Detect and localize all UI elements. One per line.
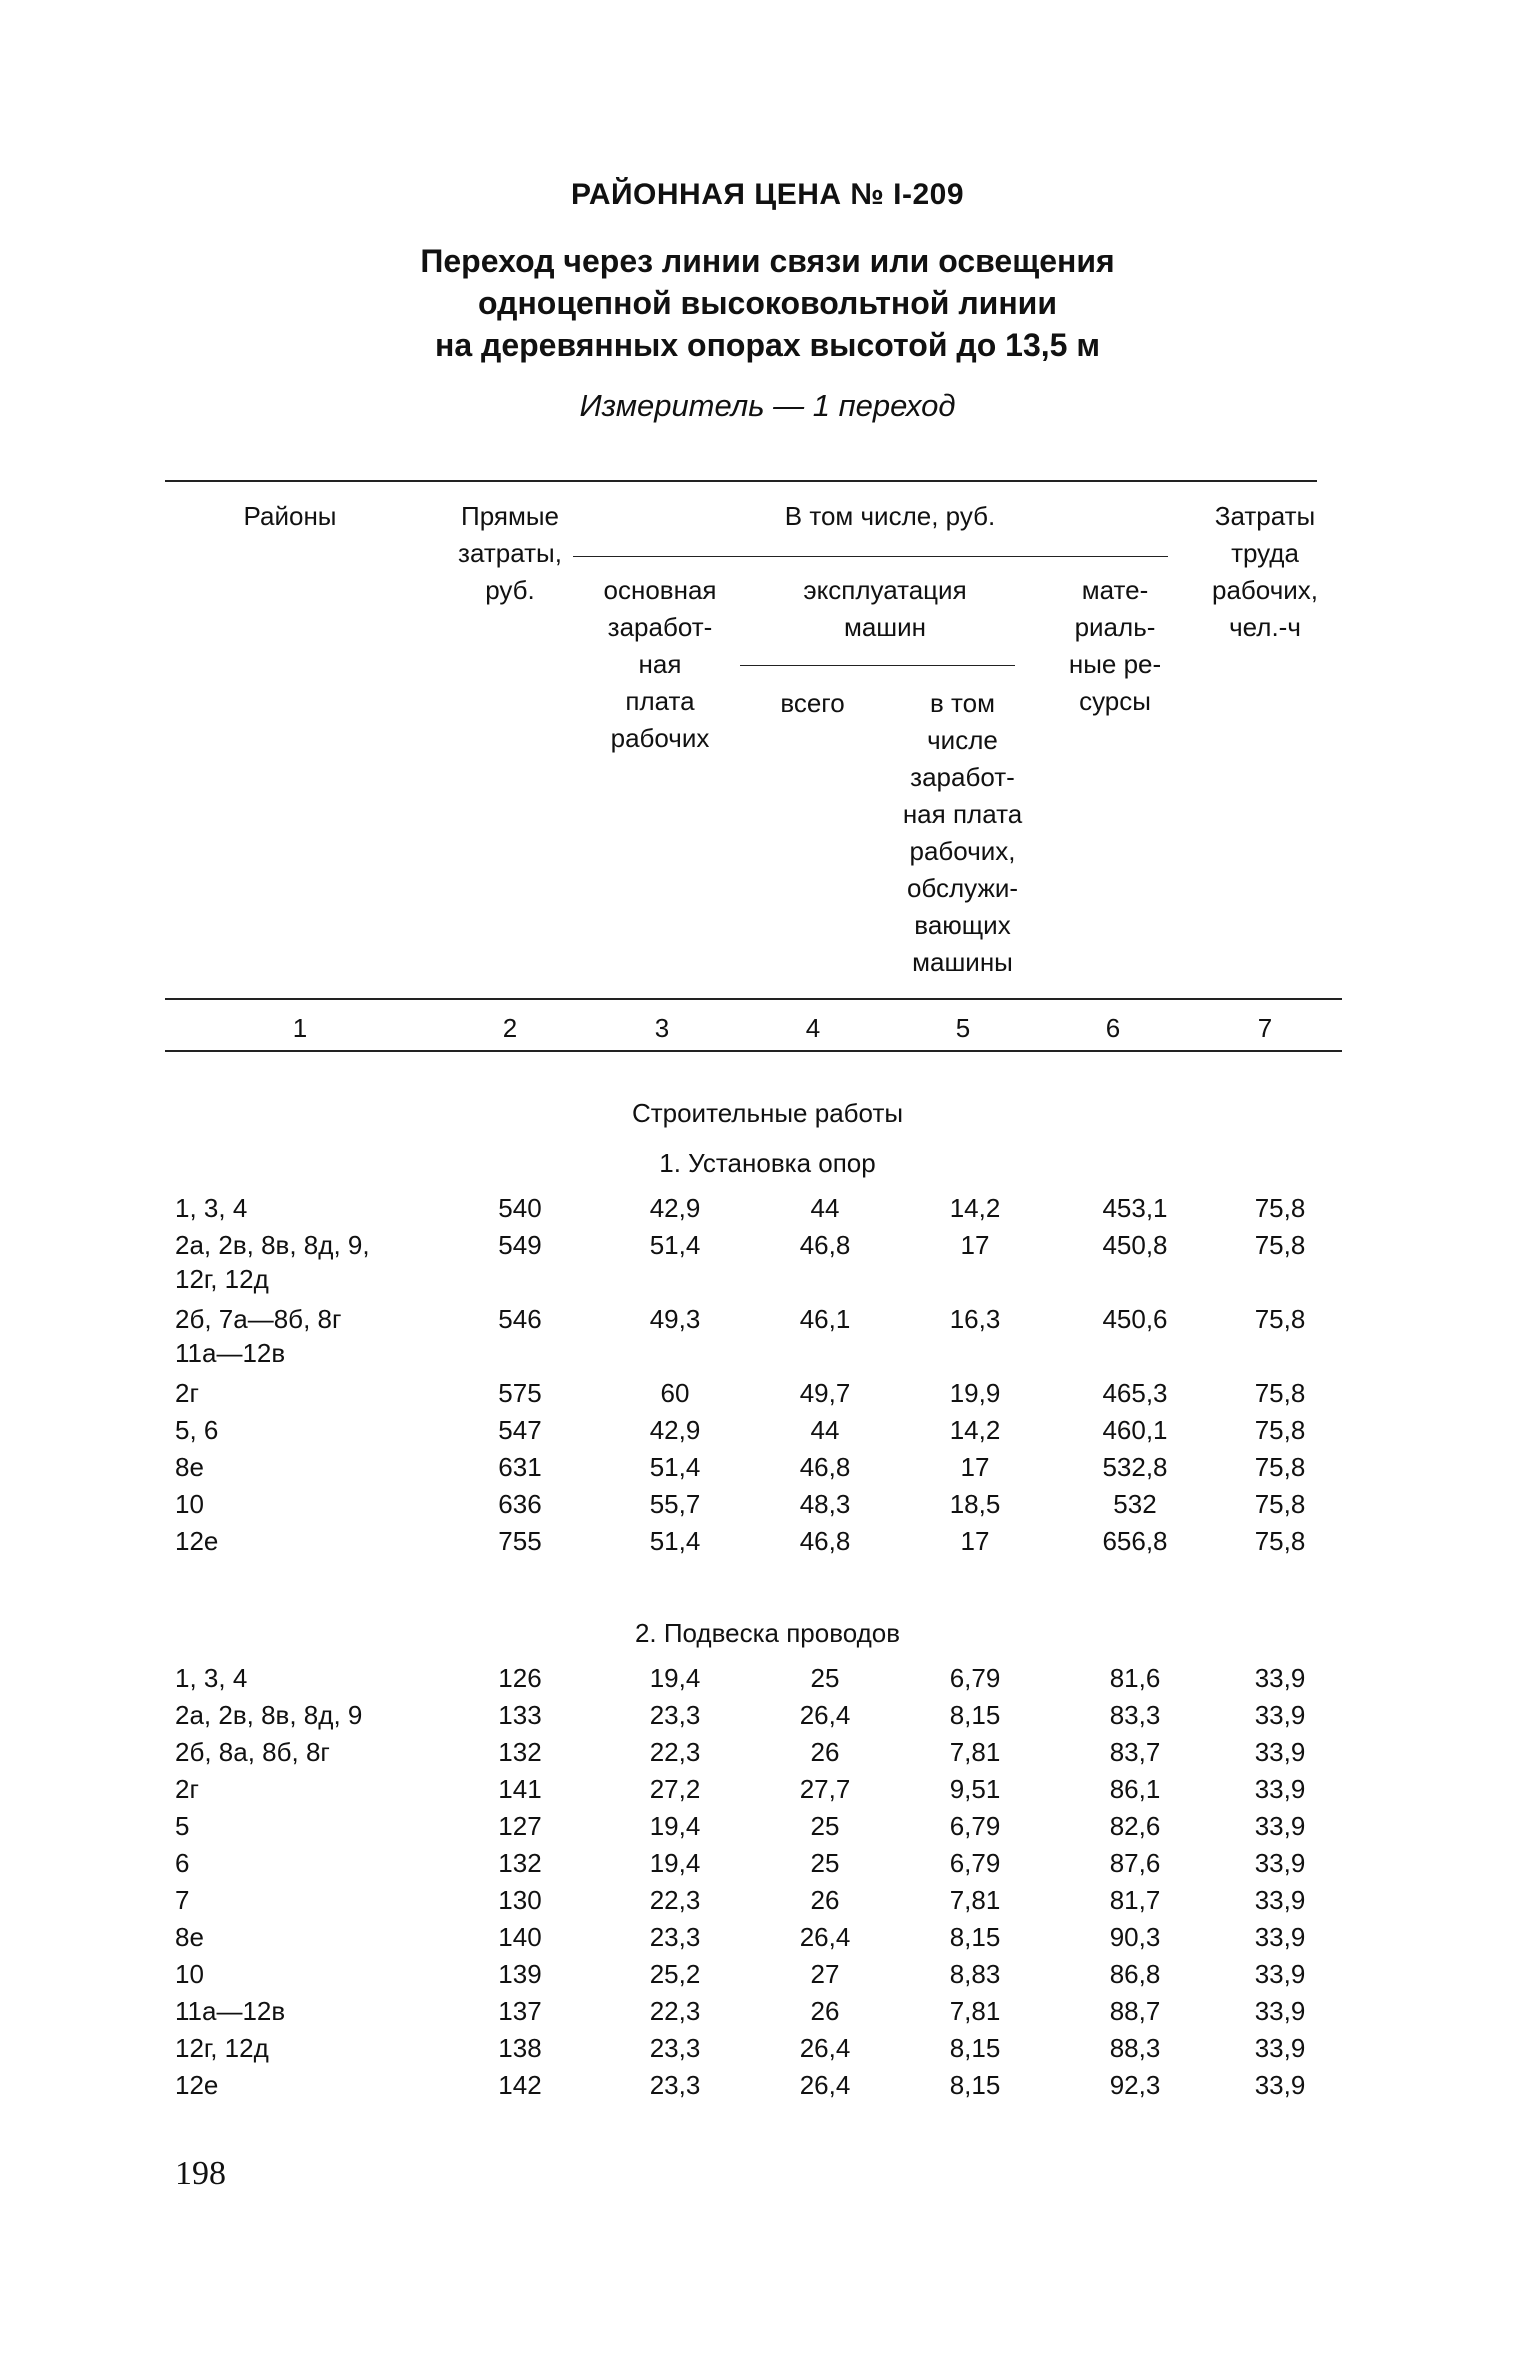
cell-district: 1, 3, 4: [175, 1663, 248, 1693]
cell-district: 2а, 2в, 8в, 8д, 9, 12г, 12д: [175, 1230, 370, 1294]
cell-machine-wage: 6,79: [949, 1848, 1001, 1878]
table-row: [0, 1413, 1535, 1450]
cell-machine-total: 26: [810, 1996, 840, 2026]
cell-direct: 547: [498, 1415, 542, 1445]
cell-machine-wage: 7,81: [949, 1737, 1001, 1767]
header-districts: Районы: [243, 501, 337, 531]
cell-district: 5, 6: [175, 1415, 219, 1445]
cell-wage: 25,2: [649, 1959, 701, 1989]
cell-direct: 132: [498, 1848, 542, 1878]
cell-machine-wage: 7,81: [949, 1996, 1001, 2026]
cell-labor: 75,8: [1254, 1452, 1306, 1482]
cell-district: 2а, 2в, 8в, 8д, 9: [175, 1700, 363, 1730]
header-incl-wage: в том числе заработ- ная плата рабочих, обслужи- вающих машины: [902, 688, 1023, 977]
table-row: [0, 1487, 1535, 1524]
group-title: 2. Подвеска проводов: [634, 1618, 901, 1648]
cell-direct: 631: [498, 1452, 542, 1482]
cell-materials: 90,3: [1109, 1922, 1161, 1952]
cell-machine-total: 26: [810, 1737, 840, 1767]
cell-wage: 22,3: [649, 1737, 701, 1767]
cell-materials: 82,6: [1109, 1811, 1161, 1841]
cell-machine-total: 46,8: [799, 1452, 851, 1482]
cell-wage: 27,2: [649, 1774, 701, 1804]
cell-machine-wage: 14,2: [949, 1193, 1001, 1223]
cell-district: 12г, 12д: [175, 2033, 269, 2063]
cell-wage: 23,3: [649, 1700, 701, 1730]
cell-materials: 83,7: [1109, 1737, 1161, 1767]
cell-wage: 23,3: [649, 1922, 701, 1952]
cell-machine-wage: 6,79: [949, 1663, 1001, 1693]
col-number: 5: [955, 1013, 971, 1043]
table-row: [0, 1772, 1535, 1809]
table-row: [0, 1450, 1535, 1487]
cell-wage: 42,9: [649, 1415, 701, 1445]
header-materials: мате- риаль- ные ре- сурсы: [1068, 575, 1162, 716]
measure-unit: Измеритель — 1 переход: [579, 388, 956, 423]
table-row: [0, 1302, 1535, 1368]
cell-materials: 81,7: [1109, 1885, 1161, 1915]
table-row: [0, 1883, 1535, 1920]
cell-materials: 88,7: [1109, 1996, 1161, 2026]
document-subtitle: [0, 240, 1535, 366]
cell-direct: 755: [498, 1526, 542, 1556]
cell-direct: 130: [498, 1885, 542, 1915]
header-including: В том числе, руб.: [784, 501, 996, 531]
cell-direct: 575: [498, 1378, 542, 1408]
table-row: [0, 1957, 1535, 1994]
subtitle-line: Переход через линии связи или освещения: [420, 243, 1115, 279]
cell-district: 11а—12в: [175, 1996, 286, 2026]
cell-machine-total: 25: [810, 1663, 840, 1693]
cell-district: 6: [175, 1848, 190, 1878]
cell-machine-total: 46,8: [799, 1526, 851, 1556]
cell-district: 12е: [175, 2070, 219, 2100]
cell-labor: 33,9: [1254, 1811, 1306, 1841]
cell-direct: 139: [498, 1959, 542, 1989]
cell-wage: 42,9: [649, 1193, 701, 1223]
table-row: [0, 2031, 1535, 2068]
cell-machine-wage: 16,3: [949, 1304, 1001, 1334]
cell-labor: 75,8: [1254, 1230, 1306, 1260]
cell-materials: 656,8: [1102, 1526, 1168, 1556]
cell-direct: 140: [498, 1922, 542, 1952]
cell-wage: 55,7: [649, 1489, 701, 1519]
header-base-wage: основная заработ- ная плата рабочих: [603, 575, 717, 753]
col-number: 6: [1105, 1013, 1121, 1043]
table-row: [0, 2068, 1535, 2105]
cell-labor: 33,9: [1254, 1885, 1306, 1915]
cell-wage: 51,4: [649, 1452, 701, 1482]
cell-district: 7: [175, 1885, 190, 1915]
cell-wage: 22,3: [649, 1996, 701, 2026]
cell-labor: 75,8: [1254, 1415, 1306, 1445]
cell-machine-total: 26,4: [799, 2033, 851, 2063]
table-row: [0, 1698, 1535, 1735]
cell-district: 12е: [175, 1526, 219, 1556]
cell-district: 10: [175, 1489, 204, 1519]
cell-district: 10: [175, 1959, 204, 1989]
header-total: всего: [780, 688, 845, 718]
cell-materials: 450,8: [1102, 1230, 1168, 1260]
cell-direct: 132: [498, 1737, 542, 1767]
cell-direct: 127: [498, 1811, 542, 1841]
cell-machine-wage: 18,5: [949, 1489, 1001, 1519]
cell-wage: 60: [660, 1378, 690, 1408]
cell-labor: 33,9: [1254, 2070, 1306, 2100]
cell-machine-total: 48,3: [799, 1489, 851, 1519]
cell-machine-wage: 8,15: [949, 1922, 1001, 1952]
col-number: 4: [805, 1013, 821, 1043]
col-number: 7: [1257, 1013, 1273, 1043]
cell-machine-total: 26,4: [799, 2070, 851, 2100]
cell-materials: 86,1: [1109, 1774, 1161, 1804]
cell-materials: 81,6: [1109, 1663, 1161, 1693]
cell-direct: 636: [498, 1489, 542, 1519]
cell-direct: 138: [498, 2033, 542, 2063]
cell-materials: 88,3: [1109, 2033, 1161, 2063]
table-top-rule: [165, 480, 1317, 482]
subtitle-line: одноцепной высоковольтной линии: [478, 285, 1057, 321]
cell-labor: 33,9: [1254, 1774, 1306, 1804]
cell-wage: 49,3: [649, 1304, 701, 1334]
cell-materials: 450,6: [1102, 1304, 1168, 1334]
cell-machine-wage: 8,15: [949, 1700, 1001, 1730]
section-title: Строительные работы: [631, 1098, 904, 1128]
cell-district: 1, 3, 4: [175, 1193, 248, 1223]
cell-direct: 540: [498, 1193, 542, 1223]
cell-materials: 87,6: [1109, 1848, 1161, 1878]
col-number: 1: [292, 1013, 308, 1043]
table-row: [0, 1846, 1535, 1883]
col-number: 3: [654, 1013, 670, 1043]
cell-wage: 19,4: [649, 1811, 701, 1841]
cell-wage: 23,3: [649, 2033, 701, 2063]
cell-machine-total: 26,4: [799, 1700, 851, 1730]
cell-materials: 460,1: [1102, 1415, 1168, 1445]
cell-labor: 33,9: [1254, 1959, 1306, 1989]
cell-labor: 33,9: [1254, 1737, 1306, 1767]
cell-wage: 51,4: [649, 1526, 701, 1556]
table-row: [0, 1994, 1535, 2031]
header-machine-ops: эксплуатация машин: [803, 575, 967, 642]
cell-direct: 126: [498, 1663, 542, 1693]
cell-machine-total: 25: [810, 1811, 840, 1841]
cell-labor: 75,8: [1254, 1489, 1306, 1519]
col-numbers-rule: [165, 1050, 1342, 1052]
cell-machine-wage: 8,15: [949, 2033, 1001, 2063]
cell-district: 8е: [175, 1452, 204, 1482]
cell-machine-total: 27: [810, 1959, 840, 1989]
table-row: [0, 1920, 1535, 1957]
cell-labor: 75,8: [1254, 1526, 1306, 1556]
cell-materials: 86,8: [1109, 1959, 1161, 1989]
header-direct-costs: Прямые затраты, руб.: [458, 501, 562, 605]
group-title: 1. Установка опор: [659, 1148, 876, 1178]
cell-wage: 51,4: [649, 1230, 701, 1260]
cell-machine-total: 46,1: [799, 1304, 851, 1334]
cell-wage: 19,4: [649, 1848, 701, 1878]
cell-machine-total: 44: [810, 1193, 840, 1223]
cell-district: 2г: [175, 1378, 199, 1408]
cell-machine-total: 26: [810, 1885, 840, 1915]
cell-materials: 532,8: [1102, 1452, 1168, 1482]
cell-materials: 92,3: [1109, 2070, 1161, 2100]
cell-district: 2б, 7а—8б, 8г 11а—12в: [175, 1304, 342, 1368]
cell-machine-total: 44: [810, 1415, 840, 1445]
header-labor-costs: Затраты труда рабочих, чел.-ч: [1212, 501, 1318, 642]
cell-direct: 546: [498, 1304, 542, 1334]
cell-materials: 532: [1113, 1489, 1157, 1519]
cell-wage: 22,3: [649, 1885, 701, 1915]
cell-labor: 75,8: [1254, 1193, 1306, 1223]
table-row: [0, 1191, 1535, 1228]
cell-labor: 33,9: [1254, 1848, 1306, 1878]
table-row: [0, 1735, 1535, 1772]
page-number: 198: [175, 2155, 226, 2192]
table-row: [0, 1524, 1535, 1561]
cell-materials: 465,3: [1102, 1378, 1168, 1408]
header-bottom-rule: [165, 998, 1342, 1000]
cell-labor: 75,8: [1254, 1378, 1306, 1408]
cell-materials: 453,1: [1102, 1193, 1168, 1223]
cell-machine-wage: 17: [960, 1452, 990, 1482]
table-row: [0, 1661, 1535, 1698]
cell-machine-total: 25: [810, 1848, 840, 1878]
table-row: [0, 1376, 1535, 1413]
cell-machine-wage: 19,9: [949, 1378, 1001, 1408]
cell-direct: 141: [498, 1774, 542, 1804]
cell-machine-total: 46,8: [799, 1230, 851, 1260]
cell-district: 2г: [175, 1774, 199, 1804]
cell-labor: 33,9: [1254, 1663, 1306, 1693]
cell-direct: 549: [498, 1230, 542, 1260]
cell-machine-wage: 7,81: [949, 1885, 1001, 1915]
price-title: РАЙОННАЯ ЦЕНА № I-209: [570, 178, 965, 211]
machine-ops-rule: [740, 665, 1015, 666]
cell-machine-wage: 8,15: [949, 2070, 1001, 2100]
cell-machine-wage: 14,2: [949, 1415, 1001, 1445]
cell-direct: 133: [498, 1700, 542, 1730]
cell-wage: 19,4: [649, 1663, 701, 1693]
cell-direct: 137: [498, 1996, 542, 2026]
cell-machine-total: 27,7: [799, 1774, 851, 1804]
table-row: [0, 1228, 1535, 1294]
subtitle-line: на деревянных опорах высотой до 13,5 м: [434, 327, 1100, 363]
cell-machine-total: 49,7: [799, 1378, 851, 1408]
cell-direct: 142: [498, 2070, 542, 2100]
cell-wage: 23,3: [649, 2070, 701, 2100]
cell-materials: 83,3: [1109, 1700, 1161, 1730]
cell-machine-wage: 9,51: [949, 1774, 1001, 1804]
table-row: [0, 1809, 1535, 1846]
including-rule: [573, 556, 1168, 557]
cell-machine-wage: 17: [960, 1526, 990, 1556]
cell-labor: 75,8: [1254, 1304, 1306, 1334]
cell-machine-wage: 17: [960, 1230, 990, 1260]
cell-machine-wage: 8,83: [949, 1959, 1001, 1989]
cell-district: 2б, 8а, 8б, 8г: [175, 1737, 330, 1767]
cell-labor: 33,9: [1254, 1700, 1306, 1730]
cell-labor: 33,9: [1254, 2033, 1306, 2063]
cell-machine-total: 26,4: [799, 1922, 851, 1952]
col-number: 2: [502, 1013, 518, 1043]
cell-machine-wage: 6,79: [949, 1811, 1001, 1841]
cell-district: 5: [175, 1811, 190, 1841]
cell-district: 8е: [175, 1922, 204, 1952]
cell-labor: 33,9: [1254, 1922, 1306, 1952]
cell-labor: 33,9: [1254, 1996, 1306, 2026]
